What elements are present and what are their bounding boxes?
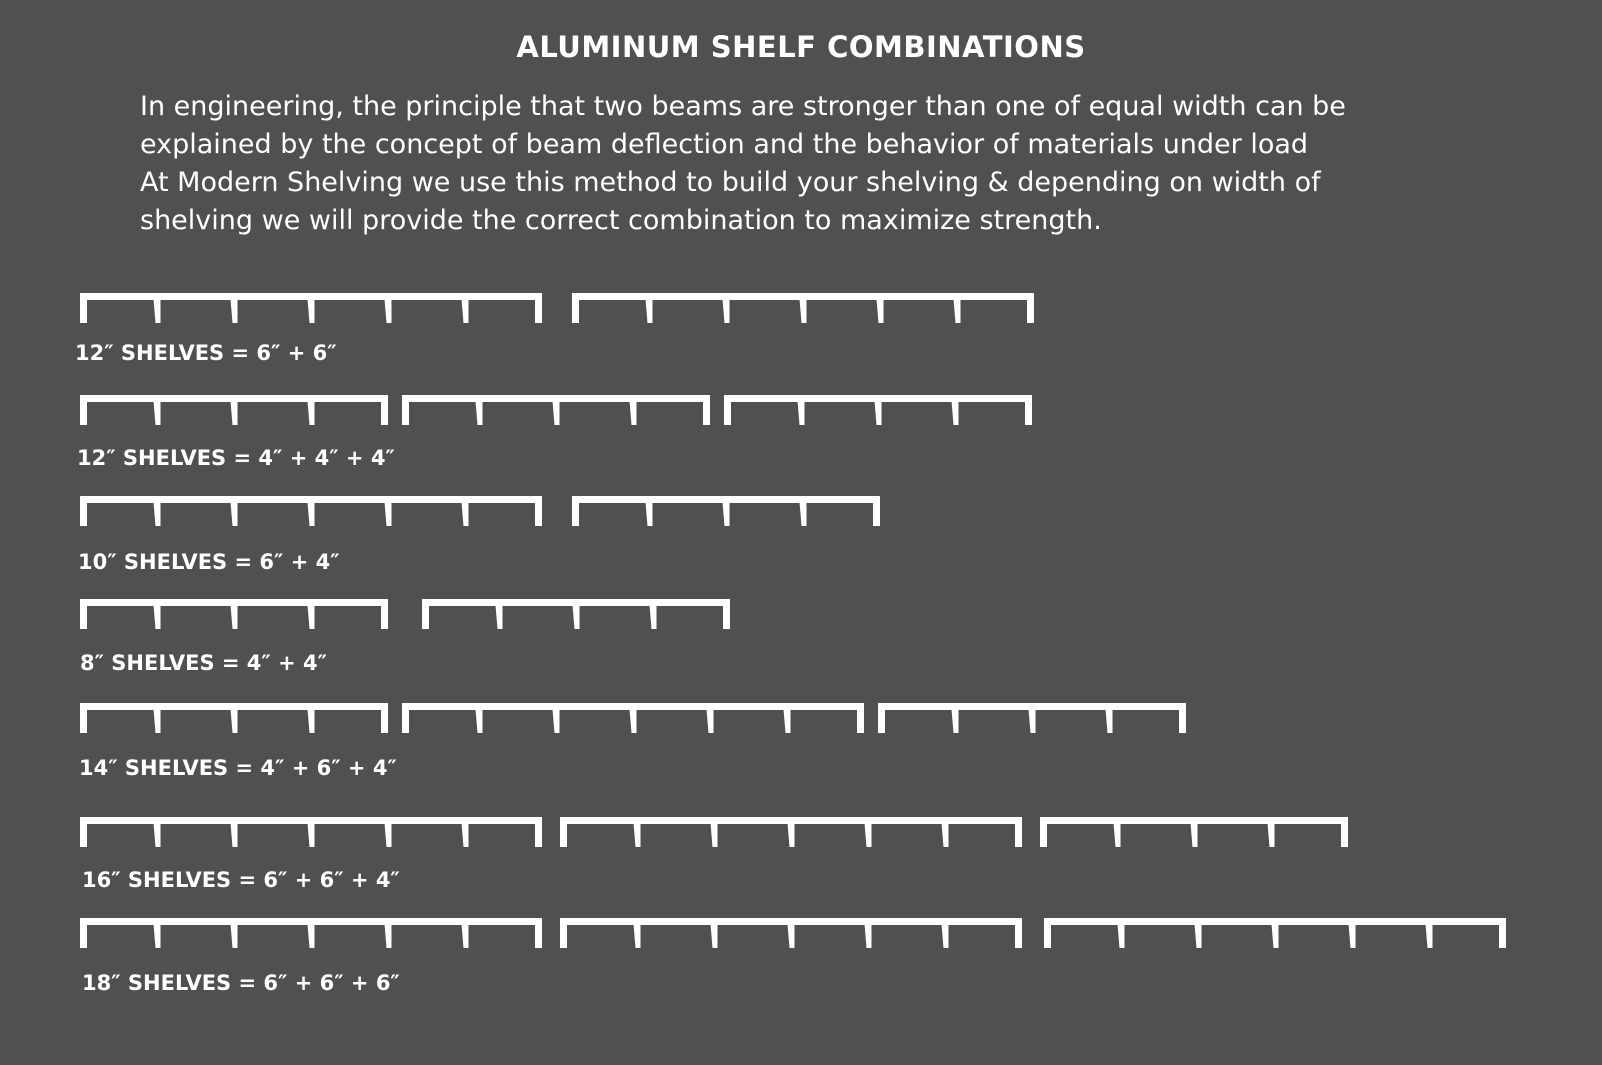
beam-leg <box>80 401 87 425</box>
beam-deck <box>80 599 388 606</box>
beam-leg <box>231 709 238 733</box>
combination-label: 12″ SHELVES = 6″ + 6″ <box>75 341 337 365</box>
beam-4in <box>1040 817 1348 847</box>
beam-leg <box>572 299 579 323</box>
beam-leg <box>231 605 238 629</box>
beam-leg <box>942 823 949 847</box>
beam-4in <box>878 703 1186 733</box>
beam-leg <box>535 502 542 526</box>
beam-6in <box>80 918 542 948</box>
beam-4in <box>724 395 1032 425</box>
beam-deck <box>402 395 710 402</box>
beam-deck <box>572 496 880 503</box>
beam-leg <box>634 924 641 948</box>
beam-deck <box>80 395 388 402</box>
beam-leg <box>703 401 710 425</box>
beam-leg <box>462 924 469 948</box>
beam-deck <box>560 817 1022 824</box>
beam-leg <box>402 709 409 733</box>
beam-leg <box>1029 709 1036 733</box>
beam-leg <box>646 502 653 526</box>
intro-line: explained by the concept of beam deflection and the behavior of materials under load <box>140 129 1309 160</box>
combination-label: 12″ SHELVES = 4″ + 4″ + 4″ <box>77 446 395 470</box>
beam-leg <box>1040 823 1047 847</box>
beam-leg <box>865 823 872 847</box>
beam-4in <box>80 599 388 629</box>
beam-leg <box>535 823 542 847</box>
beam-leg <box>80 605 87 629</box>
beam-deck <box>80 293 542 300</box>
beam-6in <box>560 817 1022 847</box>
beam-leg <box>308 709 315 733</box>
beam-6in <box>80 496 542 526</box>
beam-leg <box>1191 823 1198 847</box>
beam-leg <box>231 401 238 425</box>
beam-leg <box>875 401 882 425</box>
beam-leg <box>476 709 483 733</box>
beam-leg <box>553 709 560 733</box>
beam-deck <box>560 918 1022 925</box>
beam-leg <box>308 299 315 323</box>
beam-leg <box>80 299 87 323</box>
beam-deck <box>80 918 542 925</box>
beam-leg <box>650 605 657 629</box>
beam-deck <box>572 293 1034 300</box>
beam-leg <box>385 924 392 948</box>
beam-leg <box>573 605 580 629</box>
beam-leg <box>154 823 161 847</box>
beam-leg <box>385 299 392 323</box>
beam-leg <box>154 401 161 425</box>
beam-leg <box>954 299 961 323</box>
beam-leg <box>462 502 469 526</box>
beam-leg <box>535 924 542 948</box>
beam-leg <box>723 299 730 323</box>
beam-leg <box>800 502 807 526</box>
beam-leg <box>630 401 637 425</box>
beam-6in <box>402 703 864 733</box>
intro-line: In engineering, the principle that two beams are stronger than one of equal width can be <box>140 91 1346 122</box>
beam-leg <box>1027 299 1034 323</box>
beam-6in <box>80 817 542 847</box>
beam-leg <box>877 299 884 323</box>
beam-leg <box>707 709 714 733</box>
beam-deck <box>724 395 1032 402</box>
beam-leg <box>1106 709 1113 733</box>
beam-leg <box>724 401 731 425</box>
beam-leg <box>496 605 503 629</box>
beam-6in <box>560 918 1022 948</box>
beam-leg <box>1349 924 1356 948</box>
beam-leg <box>798 401 805 425</box>
beam-deck <box>878 703 1186 710</box>
beam-leg <box>560 823 567 847</box>
beam-deck <box>402 703 864 710</box>
beam-leg <box>154 709 161 733</box>
beam-leg <box>476 401 483 425</box>
beam-leg <box>308 605 315 629</box>
beam-leg <box>784 709 791 733</box>
beam-leg <box>1015 823 1022 847</box>
intro-line: shelving we will provide the correct combination to maximize strength. <box>140 205 1102 236</box>
beam-leg <box>1195 924 1202 948</box>
beam-deck <box>80 817 542 824</box>
beam-leg <box>1118 924 1125 948</box>
beam-leg <box>385 823 392 847</box>
combination-label: 14″ SHELVES = 4″ + 6″ + 4″ <box>79 756 397 780</box>
beam-leg <box>857 709 864 733</box>
beam-6in <box>80 293 542 323</box>
combination-label: 16″ SHELVES = 6″ + 6″ + 4″ <box>82 868 400 892</box>
beam-leg <box>800 299 807 323</box>
beam-4in <box>572 496 880 526</box>
beam-leg <box>308 401 315 425</box>
beam-leg <box>865 924 872 948</box>
beam-leg <box>231 823 238 847</box>
beam-leg <box>308 502 315 526</box>
beam-leg <box>422 605 429 629</box>
combination-label: 8″ SHELVES = 4″ + 4″ <box>80 651 327 675</box>
beam-leg <box>873 502 880 526</box>
beam-leg <box>572 502 579 526</box>
beam-leg <box>154 502 161 526</box>
beam-leg <box>385 502 392 526</box>
beam-6in <box>1044 918 1506 948</box>
beam-deck <box>80 703 388 710</box>
beam-leg <box>942 924 949 948</box>
beam-leg <box>231 924 238 948</box>
intro-line: At Modern Shelving we use this method to build your shelving & depending on width of <box>140 167 1321 198</box>
page-title: ALUMINUM SHELF COMBINATIONS <box>516 30 1086 64</box>
beam-leg <box>80 823 87 847</box>
beam-4in <box>80 703 388 733</box>
combination-label: 18″ SHELVES = 6″ + 6″ + 6″ <box>82 971 400 995</box>
beam-leg <box>723 502 730 526</box>
beam-leg <box>231 502 238 526</box>
beam-deck <box>80 496 542 503</box>
beam-leg <box>80 709 87 733</box>
combination-label: 10″ SHELVES = 6″ + 4″ <box>78 550 340 574</box>
beam-leg <box>535 299 542 323</box>
beam-leg <box>1272 924 1279 948</box>
beam-leg <box>80 924 87 948</box>
beam-leg <box>462 823 469 847</box>
beam-leg <box>711 924 718 948</box>
beam-leg <box>154 924 161 948</box>
beam-leg <box>788 924 795 948</box>
beam-leg <box>788 823 795 847</box>
beam-leg <box>402 401 409 425</box>
beam-leg <box>553 401 560 425</box>
beam-leg <box>952 709 959 733</box>
beam-4in <box>80 395 388 425</box>
beam-leg <box>154 299 161 323</box>
beam-leg <box>1044 924 1051 948</box>
beam-leg <box>1268 823 1275 847</box>
beam-leg <box>1015 924 1022 948</box>
beam-leg <box>1179 709 1186 733</box>
beam-leg <box>381 605 388 629</box>
beam-leg <box>381 401 388 425</box>
beam-leg <box>1341 823 1348 847</box>
beam-6in <box>572 293 1034 323</box>
beam-leg <box>1114 823 1121 847</box>
beam-leg <box>646 299 653 323</box>
beam-leg <box>560 924 567 948</box>
beam-deck <box>1044 918 1506 925</box>
beam-leg <box>723 605 730 629</box>
beam-leg <box>1025 401 1032 425</box>
beam-4in <box>422 599 730 629</box>
beam-deck <box>1040 817 1348 824</box>
beam-leg <box>711 823 718 847</box>
beam-leg <box>154 605 161 629</box>
beam-4in <box>402 395 710 425</box>
beam-leg <box>952 401 959 425</box>
beam-leg <box>462 299 469 323</box>
beam-leg <box>231 299 238 323</box>
beam-leg <box>878 709 885 733</box>
beam-leg <box>308 823 315 847</box>
beam-leg <box>80 502 87 526</box>
beam-leg <box>1499 924 1506 948</box>
beam-leg <box>634 823 641 847</box>
beam-leg <box>308 924 315 948</box>
beam-leg <box>1426 924 1433 948</box>
beam-leg <box>381 709 388 733</box>
beam-deck <box>422 599 730 606</box>
beam-leg <box>630 709 637 733</box>
